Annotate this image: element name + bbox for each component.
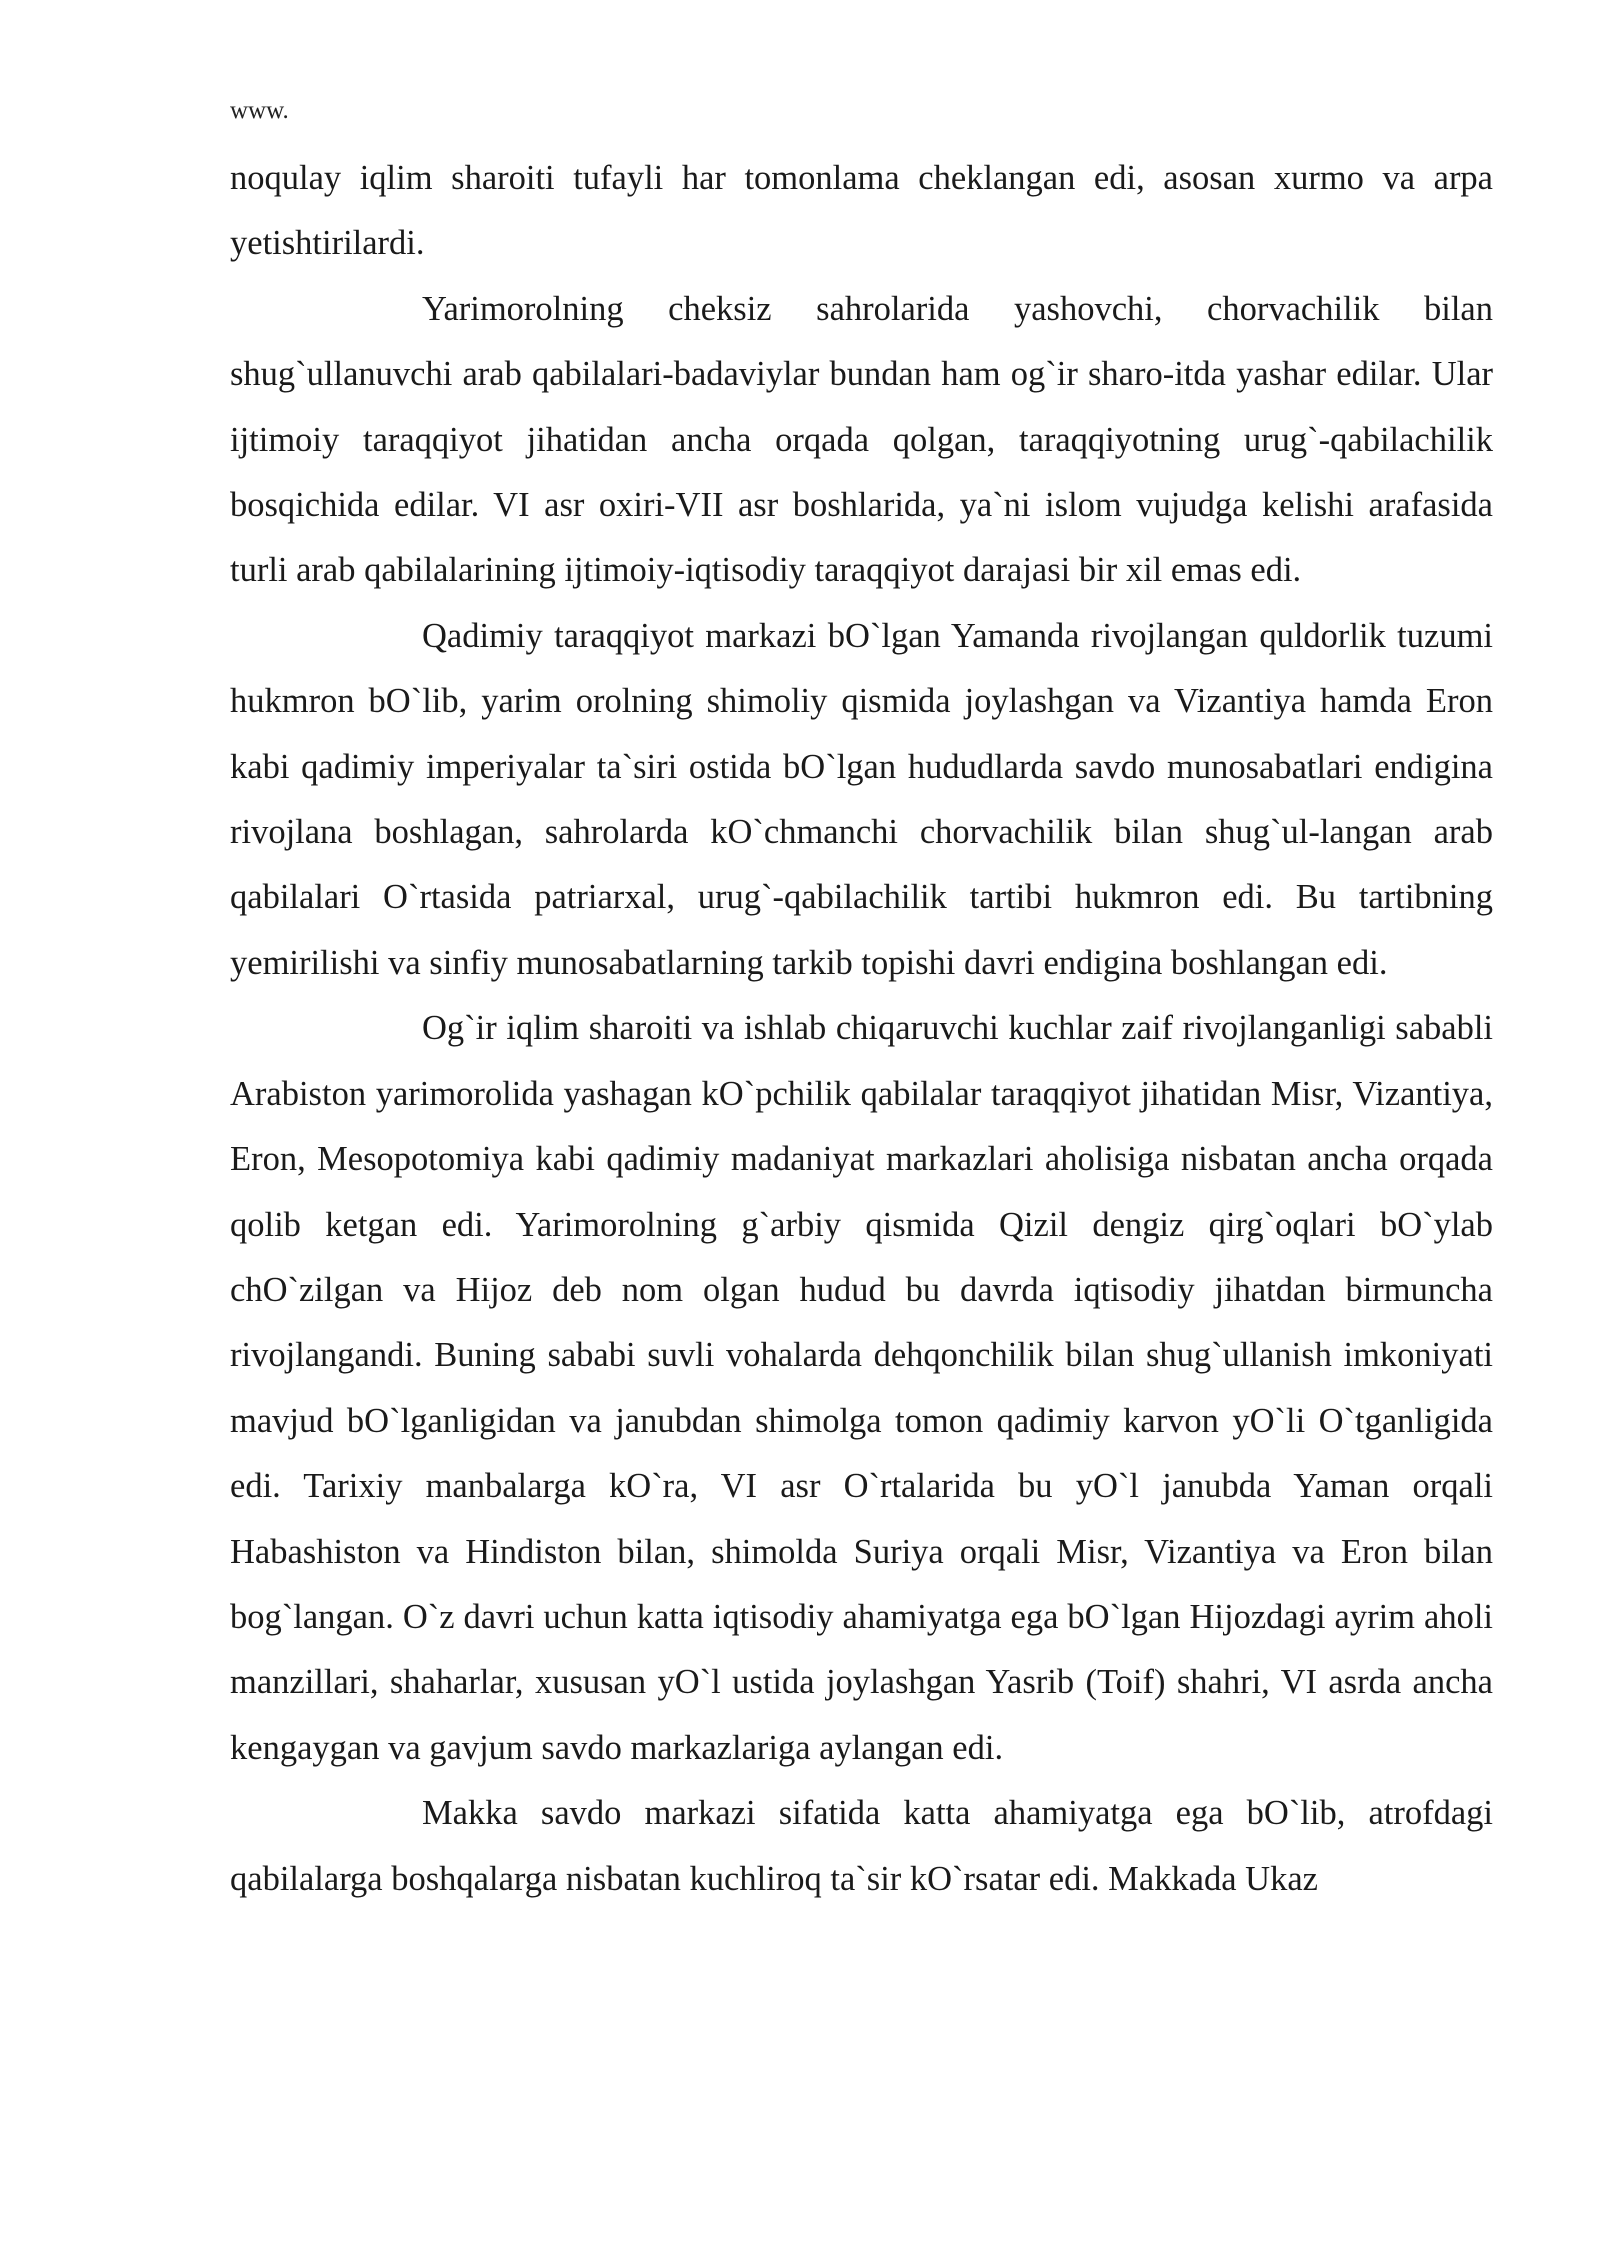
body-text	[230, 146, 1493, 1912]
paragraph: noqulay iqlim sharoiti tufayli har tomonlama cheklangan edi, asosan xurmo va arpa yetishtirilardi.	[230, 159, 1493, 263]
paragraph: Yarimorolning cheksiz sahrolarida yashovchi, chorvachilik bilan shug`ullanuvchi arab qabilalari-badaviylar bundan ham og`ir sharo-itda yashar edilar. Ular ijtimoiy taraqqiyot jihatidan ancha orqada qolgan, taraqqiyotning urug`-qabilachilik bosqichida edilar. VI asr oxiri-VII asr boshlarida, ya`ni islom vujudga kelishi arafasida turli arab qabilalarining ijtimoiy-iqtisodiy taraqqiyot darajasi bir xil emas edi.	[230, 289, 1493, 590]
paragraph: Qadimiy taraqqiyot markazi bO`lgan Yamanda rivojlangan quldorlik tuzumi hukmron bO`lib, yarim orolning shimoliy qismida joylashgan va Vizantiya hamda Eron kabi qadimiy imperiyalar ta`siri ostida bO`lgan hududlarda savdo munosabatlari endigina rivojlana boshlagan, sahrolarda kO`chmanchi chorvachilik bilan shug`ul-langan arab qabilalari O`rtasida patriarxal, urug`-qabilachilik tartibi hukmron edi. Bu tartibning yemirilishi va sinfiy munosabatlarning tarkib topishi davri endigina boshlangan edi.	[230, 616, 1493, 982]
paragraph: Og`ir iqlim sharoiti va ishlab chiqaruvchi kuchlar zaif rivojlanganligi sababli Arabiston yarimorolida yashagan kO`pchilik qabilalar taraqqiyot jihatidan Misr, Vizantiya, Eron, Mesopotomiya kabi qadimiy madaniyat markazlari aholisiga nisbatan ancha orqada qolib ketgan edi. Yarimorolning g`arbiy qismida Qizil dengiz qirg`oqlari bO`ylab chO`zilgan va Hijoz deb nom olgan hudud bu davrda iqtisodiy jihatdan birmuncha rivojlangandi. Buning sababi suvli vohalarda dehqonchilik bilan shug`ullanish imkoniyati mavjud bO`lganligidan va janubdan shimolga tomon qadimiy karvon yO`li O`tganligida edi. Tarixiy manbalarga kO`ra, VI asr O`rtalarida bu yO`l janubda Yaman orqali Habashiston va Hindiston bilan, shimolda Suriya orqali Misr, Vizantiya va Eron bilan bog`langan. O`z davri uchun katta iqtisodiy ahamiyatga ega bO`lgan Hijozdagi ayrim aholi manzillari, shaharlar, xususan yO`l ustida joylashgan Yasrib (Toif) shahri, VI asrda ancha kengaygan va gavjum savdo markazlariga aylangan edi.	[230, 1009, 1493, 1767]
page-header-url: www.	[230, 97, 289, 124]
paragraph: Makka savdo markazi sifatida katta ahamiyatga ega bO`lib, atrofdagi qabilalarga boshqalarga nisbatan kuchliroq ta`sir kO`rsatar edi. Makkada Ukaz	[230, 1794, 1493, 1898]
